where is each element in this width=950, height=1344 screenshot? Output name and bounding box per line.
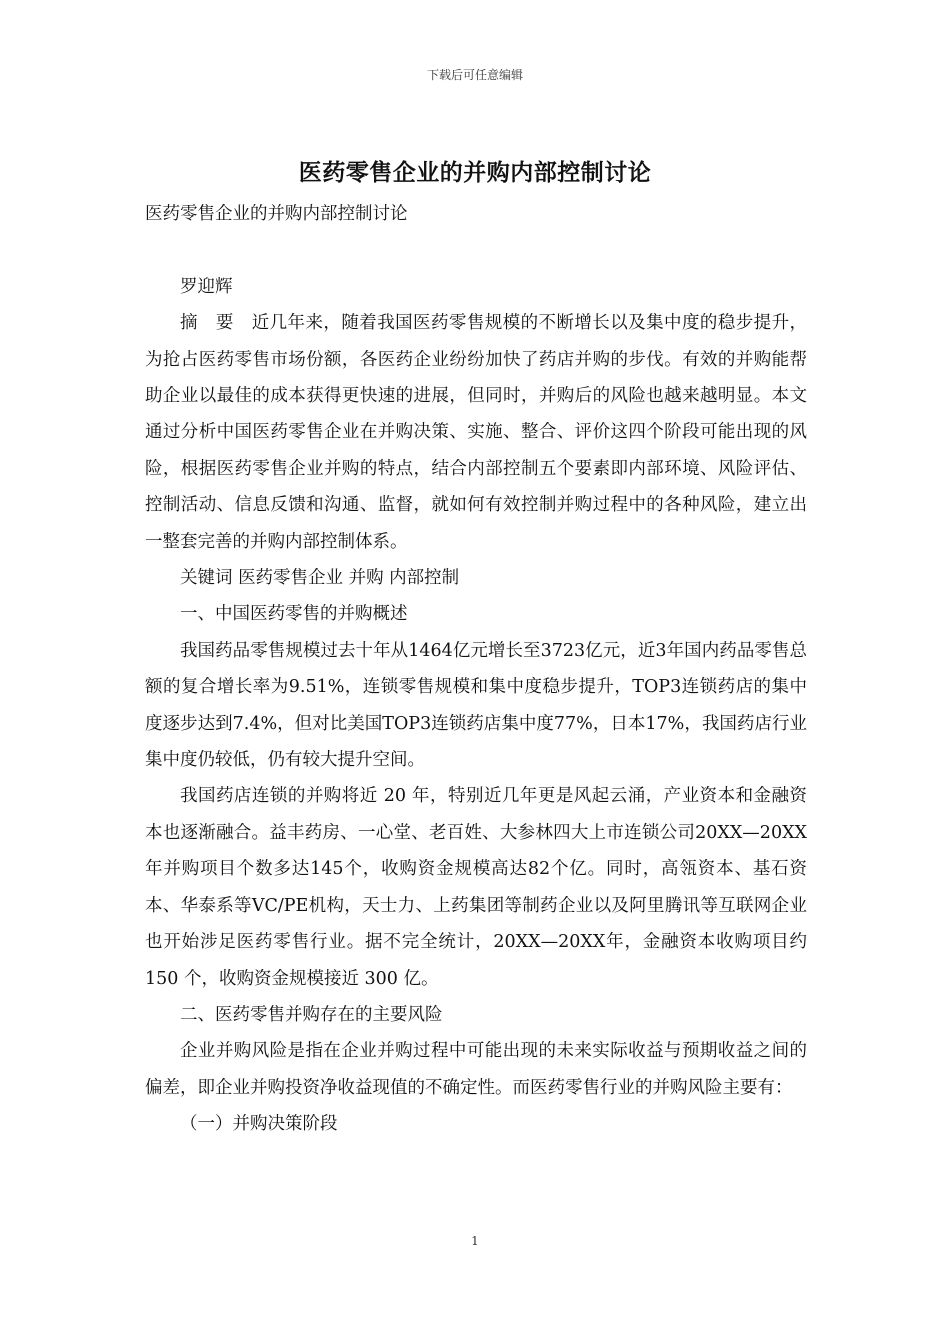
abstract-paragraph: 摘 要 近几年来，随着我国医药零售规模的不断增长以及集中度的稳步提升，为抢占医药零售市场份额，各医药企业纷纷加快了药店并购的步伐。有效的并购能帮助企业以最佳的成本获得更快速的进展，但同时，并购后的风险也越来越明显。本文通过分析中国医药零售企业在并购决策、实施、整合、评价这四个阶段可能出现的风险，根据医药零售企业并购的特点，结合内部控制五个要素即内部环境、风险评估、控制活动、信息反馈和沟通、监督，就如何有效控制并购过程中的各种风险，建立出一整套完善的并购内部控制体系。 <box>145 313 807 552</box>
document-body <box>145 196 807 1143</box>
section1-paragraph-1: 我国药品零售规模过去十年从1464亿元增长至3723亿元，近3年国内药品零售总额的复合增长率为9.51%，连锁零售规模和集中度稳步提升，TOP3连锁药店的集中度逐步达到7.4%，但对比美国TOP3连锁药店集中度77%，日本17%，我国药店行业集中度仍较低，仍有较大提升空间。 <box>145 640 807 771</box>
page-number: 1 <box>471 1234 479 1248</box>
blank-line <box>145 232 807 268</box>
keywords-line: 关键词 医药零售企业 并购 内部控制 <box>180 568 460 589</box>
section1-paragraph-2: 我国药店连锁的并购将近 20 年，特别近几年更是风起云涌，产业资本和金融资本也逐渐融合。益丰药房、一心堂、老百姓、大参林四大上市连锁公司20XX—20XX年并购项目个数多达145个，收购资金规模高达82个亿。同时，高瓴资本、基石资本、华泰系等VC/PE机构，天士力、上药集团等制药企业以及阿里腾讯等互联网企业也开始涉足医药零售行业。据不完全统计，20XX—20XX年，金融资本收购项目约 150 个，收购资金规模接近 300 亿。 <box>145 786 807 989</box>
subsection-heading-1: （一）并购决策阶段 <box>180 1114 338 1135</box>
section2-paragraph-1: 企业并购风险是指在企业并购过程中可能出现的未来实际收益与预期收益之间的偏差，即企业并购投资净收益现值的不确定性。而医药零售行业的并购风险主要有： <box>145 1041 807 1098</box>
section-heading-1: 一、中国医药零售的并购概述 <box>180 604 408 625</box>
author-name: 罗迎辉 <box>180 276 233 297</box>
document-subtitle: 医药零售企业的并购内部控制讨论 <box>145 204 408 224</box>
page-header-note: 下载后可任意编辑 <box>426 68 523 82</box>
section-heading-2: 二、医药零售并购存在的主要风险 <box>180 1004 443 1025</box>
document-title: 医药零售企业的并购内部控制讨论 <box>298 159 652 186</box>
